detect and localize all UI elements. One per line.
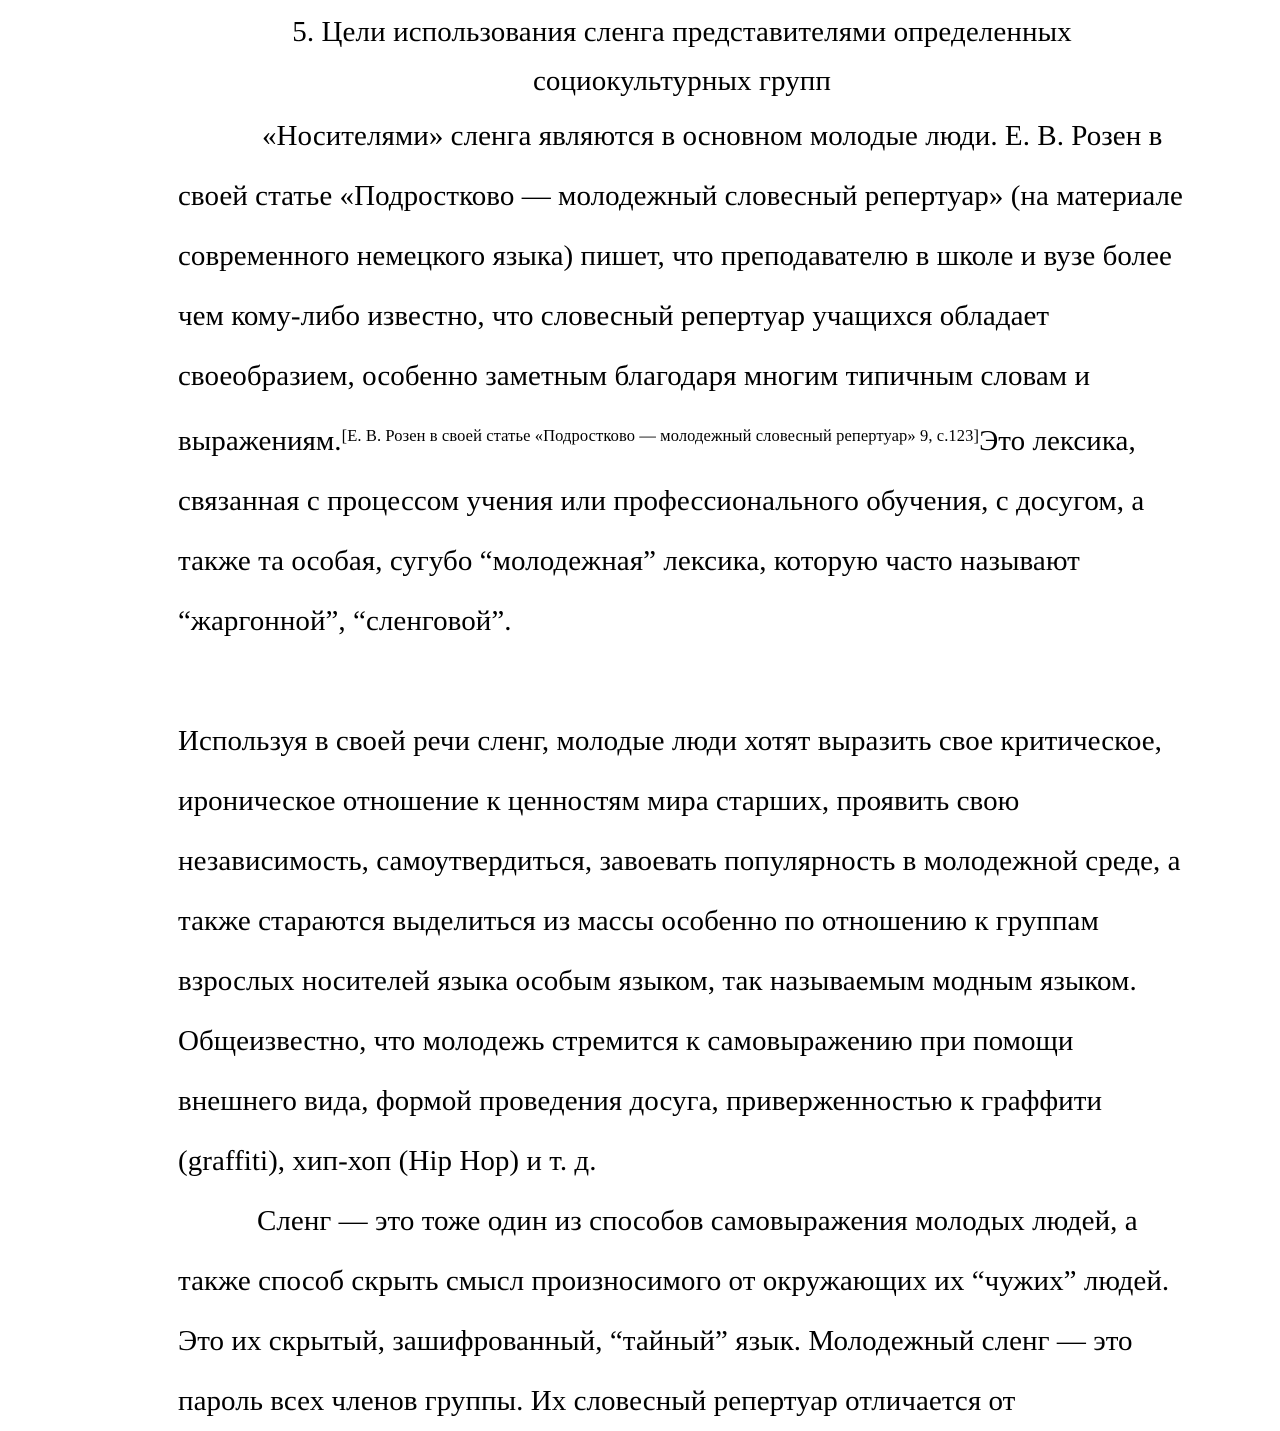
citation-reference: [Е. В. Розен в своей статье «Подростково — молодежный словесный репертуар» 9, с.123]	[341, 426, 980, 445]
document-body	[178, 0, 1186, 1431]
paragraph-1-text-before-citation: «Носителями» сленга являются в основном молодые люди. Е. В. Розен в своей статье «Подростково — молодежный словесный репертуар» (на материале современного немецкого языка) пишет, что преподавателю в школе и вузе более чем кому-либо известно, что словесный репертуар учащихся обладает своеобразием, особенно заметным благодаря многим типичным словам и выражениям.	[178, 120, 1183, 457]
paragraph-1	[178, 106, 1186, 651]
paragraph-2: Используя в своей речи сленг, молодые люди хотят выразить свое критическое, ироническое отношение к ценностям мира старших, проявить свою независимость, самоутвердиться, завоевать популярность в молодежной среде, а также стараются выделиться из массы особенно по отношению к группам взрослых носителей языка особым языком, так называемым модным языком. Общеизвестно, что молодежь стремится к самовыражению при помощи внешнего вида, формой проведения досуга, приверженностью к граффити (graffiti), хип-хоп (Hip Hop) и т. д.	[178, 725, 1181, 1177]
page-title	[178, 0, 1186, 106]
page-title-line-1: 5. Цели использования сленга представителями определенных	[292, 16, 1072, 48]
paragraph-gap-1	[178, 651, 1186, 711]
paragraph-1-text-after-citation: Это лексика, связанная с процессом учения или профессионального обучения, с досугом, а также та особая, сугубо “молодежная” лексика, которую часто называют “жаргонной”, “сленговой”.	[178, 425, 1145, 637]
page-title-line-2: социокультурных групп	[532, 65, 832, 97]
paragraph-3: Сленг — это тоже один из способов самовыражения молодых людей, а также способ скрыть смысл произносимого от окружающих их “чужих” людей. Это их скрытый, зашифрованный, “тайный” язык. Молодежный сленг — это пароль всех членов группы. Их словесный репертуар отличается от	[178, 1205, 1170, 1417]
